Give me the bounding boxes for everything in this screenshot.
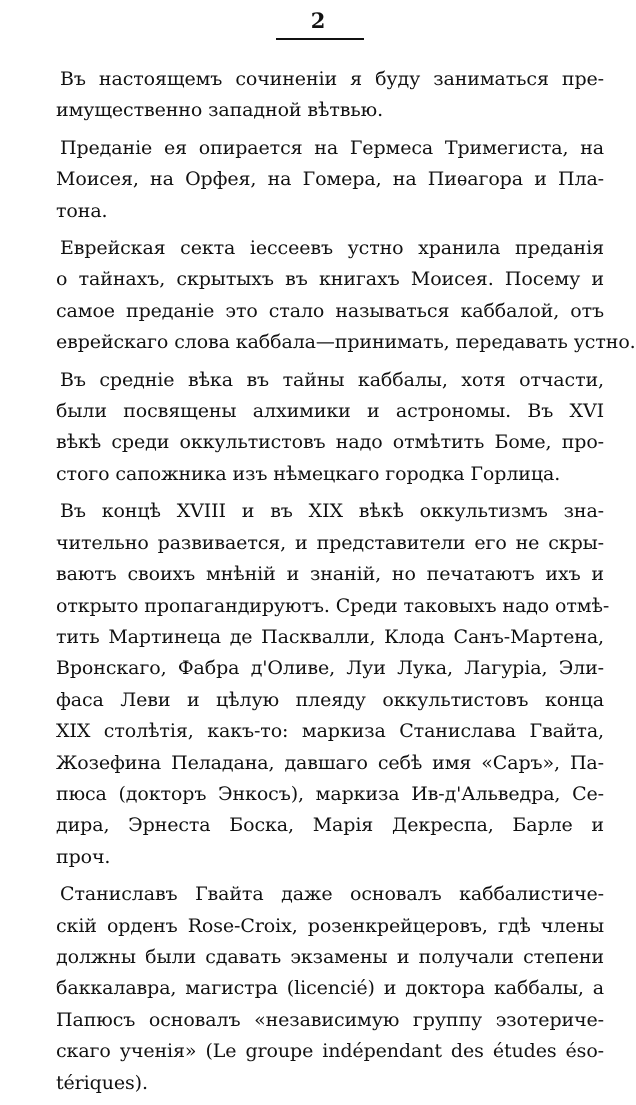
text-line: стого сапожника изъ нѣмецкаго городка Горлица. <box>56 462 561 485</box>
text-line: Въ настоящемъ сочиненiи я буду заниматься пре- <box>60 68 604 90</box>
text-line: дира, Эрнеста Боска, Марія Декреспа, Барле и <box>56 814 604 837</box>
text-line: проч. <box>56 845 111 868</box>
text-line: были посвящены алхимики и астрономы. Въ XVI <box>56 400 604 423</box>
text-line: Преданiе ея опирается на Гермеса Тримегиста, на <box>60 136 604 159</box>
text-line: чительно развивается, и представители его не скры- <box>56 531 604 554</box>
text-line: XIX столѣтiя, какъ-то: маркиза Станислава Гвайта, <box>56 720 604 743</box>
paragraph <box>56 233 636 359</box>
text-line: имущественно западной вѣтвью. <box>56 99 384 122</box>
header-rule <box>276 38 364 40</box>
text-line: tériques). <box>56 1071 148 1094</box>
text-line: Еврейская секта iессеевъ устно хранила преданiя <box>60 237 604 260</box>
paragraph <box>56 496 610 873</box>
text-line: ваютъ своихъ мнѣнiй и знанiй, но печатаютъ ихъ и <box>56 563 604 586</box>
text-line: Станиславъ Гвайта даже основалъ каббалистиче- <box>60 883 604 906</box>
text-line: фаса Леви и цѣлую плеяду оккультистовъ конца <box>56 688 604 711</box>
text-line: скаго ученiя» (Le groupe indépendant des études éso- <box>56 1040 604 1063</box>
text-line: Папюсъ основалъ «независимую группу эзотериче- <box>56 1008 604 1031</box>
text-line: открыто пропагандируютъ. Среди таковыхъ надо отмѣ- <box>56 594 610 617</box>
text-line: должны были сдавать экзамены и получали степени <box>56 945 604 968</box>
text-line: скiй орденъ Rose-Croix, розенкрейцеровъ, гдѣ члены <box>56 914 604 937</box>
text-line: о тайнахъ, скрытыхъ въ книгахъ Моисея. Посему и <box>56 268 604 291</box>
paragraph <box>56 879 604 1099</box>
paragraph <box>56 64 604 127</box>
text-line: самое преданiе это стало называться каббалой, отъ <box>56 299 604 322</box>
text-line: вѣкѣ среди оккультистовъ надо отмѣтить Боме, про- <box>56 431 604 454</box>
text-line: баккалавра, магистра (licencié) и доктора каббалы, а <box>56 977 604 1000</box>
text-line: Моисея, на Орфея, на Гомера, на Пиѳагора и Пла- <box>56 168 604 191</box>
text-line: Вронскаго, Фабра д'Оливе, Луи Лука, Лагуріа, Эли- <box>56 657 604 680</box>
text-line: еврейскаго слова каббала—принимать, передавать устно. <box>56 331 636 354</box>
text-line: пюса (докторъ Энкосъ), маркиза Ив-д'Альведра, Се- <box>56 782 604 805</box>
text-line: тона. <box>56 199 108 222</box>
body-text <box>56 64 636 1105</box>
text-line: Въ средніе вѣка въ тайны каббалы, хотя отчасти, <box>60 368 604 391</box>
paragraph <box>56 133 604 227</box>
text-line: тить Мартинеца де Пасквалли, Клода Санъ-Мартена, <box>56 625 604 648</box>
page-number: 2 <box>310 8 326 33</box>
text-line: Въ концѣ XVIII и въ XIX вѣкѣ оккультизмъ зна- <box>60 500 604 523</box>
text-line: Жозефина Пеладана, давшаго себѣ имя «Саръ», Па- <box>56 751 604 774</box>
paragraph <box>56 365 604 491</box>
